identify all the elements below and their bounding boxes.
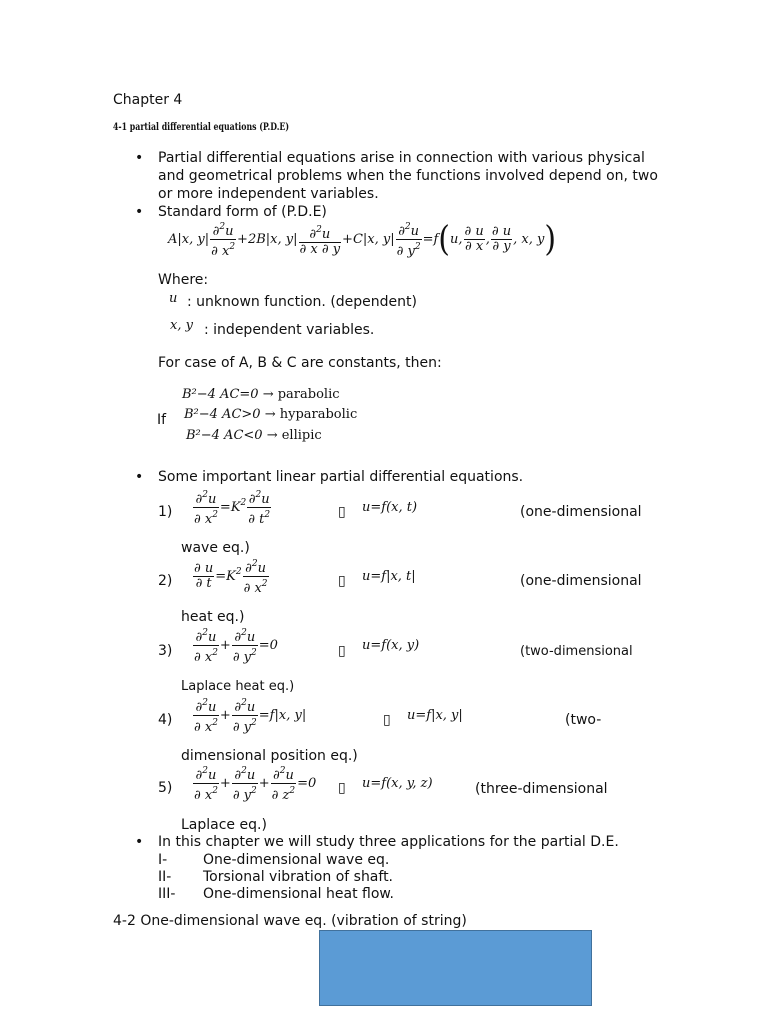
equation-number: 2) (158, 573, 173, 589)
classification-result: → ellipic (266, 428, 322, 443)
equation-number: 3) (158, 643, 173, 659)
bullet-text: Standard form of (P.D.E) (158, 204, 327, 220)
constants-text: For case of A, B & C are constants, then: (158, 355, 442, 371)
classification-elliptic (186, 428, 322, 443)
bullet-text: Some important linear partial differential equations. (158, 469, 524, 485)
classification-hyperbolic (184, 407, 357, 422)
bullet-marker: • (135, 834, 144, 850)
equation-description: (one-dimensional (520, 504, 642, 520)
equation-description: (two-dimensional (520, 644, 633, 659)
arrow-icon: ▯ (383, 712, 391, 728)
list-item: Torsional vibration of shaft. (203, 869, 394, 885)
laplace-3d-equation: $\frac{\partial^2u}{\partial x^2}$ + $\frac{\partial^2u}{\partial y^2}$ + $\frac{\partial^2u}{\partial z^2}$ =0 (194, 766, 317, 803)
bullet-text: In this chapter we will study three applications for the partial D.E. (158, 834, 619, 850)
xy-symbol: x, y (170, 318, 193, 333)
equation-description-cont: wave eq.) (181, 540, 250, 556)
equation-solution: u=f(x, y) (362, 638, 420, 653)
chapter-title: Chapter 4 (113, 92, 183, 108)
equation-solution: u=f|x, t| (362, 569, 416, 584)
equation-solution: u=f|x, y| (407, 708, 463, 723)
bullet-marker: • (135, 204, 144, 220)
bullet-text: Partial differential equations arise in connection with various physical (158, 150, 645, 166)
u-description: : unknown function. (dependent) (187, 294, 417, 310)
classification-expr: B²−4 AC>0 (184, 407, 261, 422)
arrow-icon: ▯ (338, 573, 346, 589)
laplace-equation: $\frac{\partial^2u}{\partial x^2}$ + $\frac{\partial^2u}{\partial y^2}$ =0 (194, 628, 278, 665)
equation-description: (three-dimensional (475, 781, 608, 797)
equation-number: 1) (158, 504, 173, 520)
next-section-title: 4-2 One-dimensional wave eq. (vibration of string) (113, 913, 467, 929)
equation-description: (one-dimensional (520, 573, 642, 589)
list-item: One-dimensional heat flow. (203, 886, 395, 902)
bullet-text: or more independent variables. (158, 186, 379, 202)
wave-equation: $\frac{\partial^2u}{\partial x^2}$ $=K^2$ $\frac{\partial^2u}{\partial t^2}$ (194, 490, 271, 527)
if-label: If (157, 412, 167, 428)
classification-expr: B²−4 AC=0 (182, 387, 259, 402)
equation-description-cont: dimensional position eq.) (181, 748, 358, 764)
list-roman: II- (158, 869, 172, 885)
u-symbol: u (169, 291, 178, 306)
equation-description-cont: Laplace eq.) (181, 817, 267, 833)
bullet-marker: • (135, 150, 144, 166)
classification-result: → parabolic (262, 387, 340, 402)
arrow-icon: ▯ (338, 780, 346, 796)
list-roman: I- (158, 852, 168, 868)
list-item: One-dimensional wave eq. (203, 852, 390, 868)
equation-number: 4) (158, 712, 173, 728)
list-roman: III- (158, 886, 176, 902)
equation-solution: u=f(x, y, z) (362, 776, 433, 791)
standard-form-equation: A|x, y| $\frac{\partial^2u}{\partial x^2}$ +2B|x, y| $\frac{\partial^2u}{\partial x \partial y}$ +C|x, y| $\frac{\partial^2u}{\partial y^2}$ =f(u, $\frac{\partial u}{\partial x}$ , $\frac{\partial u}{\partial y}$ , x, y) (168, 219, 557, 260)
figure-placeholder-box (319, 930, 592, 1006)
equation-number: 5) (158, 780, 173, 796)
arrow-icon: ▯ (338, 504, 346, 520)
xy-description: : independent variables. (204, 322, 375, 338)
heat-equation: $\frac{\partial u}{\partial t}$ $=K^2$ $\frac{\partial^2u}{\partial x^2}$ (194, 559, 268, 596)
bullet-text: and geometrical problems when the functions involved depend on, two (158, 168, 658, 184)
equation-description-cont: Laplace heat eq.) (181, 679, 295, 694)
arrow-icon: ▯ (338, 643, 346, 659)
equation-description-cont: heat eq.) (181, 609, 245, 625)
equation-description: (two- (565, 712, 602, 728)
classification-expr: B²−4 AC<0 (186, 428, 263, 443)
where-label: Where: (158, 272, 209, 288)
equation-solution: u=f(x, t) (362, 500, 418, 515)
classification-parabolic (182, 387, 340, 402)
section-title: 4-1 partial differential equations (P.D.E) (113, 122, 290, 133)
poisson-equation: $\frac{\partial^2u}{\partial x^2}$ + $\frac{\partial^2u}{\partial y^2}$ =f|x, y| (194, 698, 307, 735)
bullet-marker: • (135, 469, 144, 485)
classification-result: → hyparabolic (264, 407, 358, 422)
